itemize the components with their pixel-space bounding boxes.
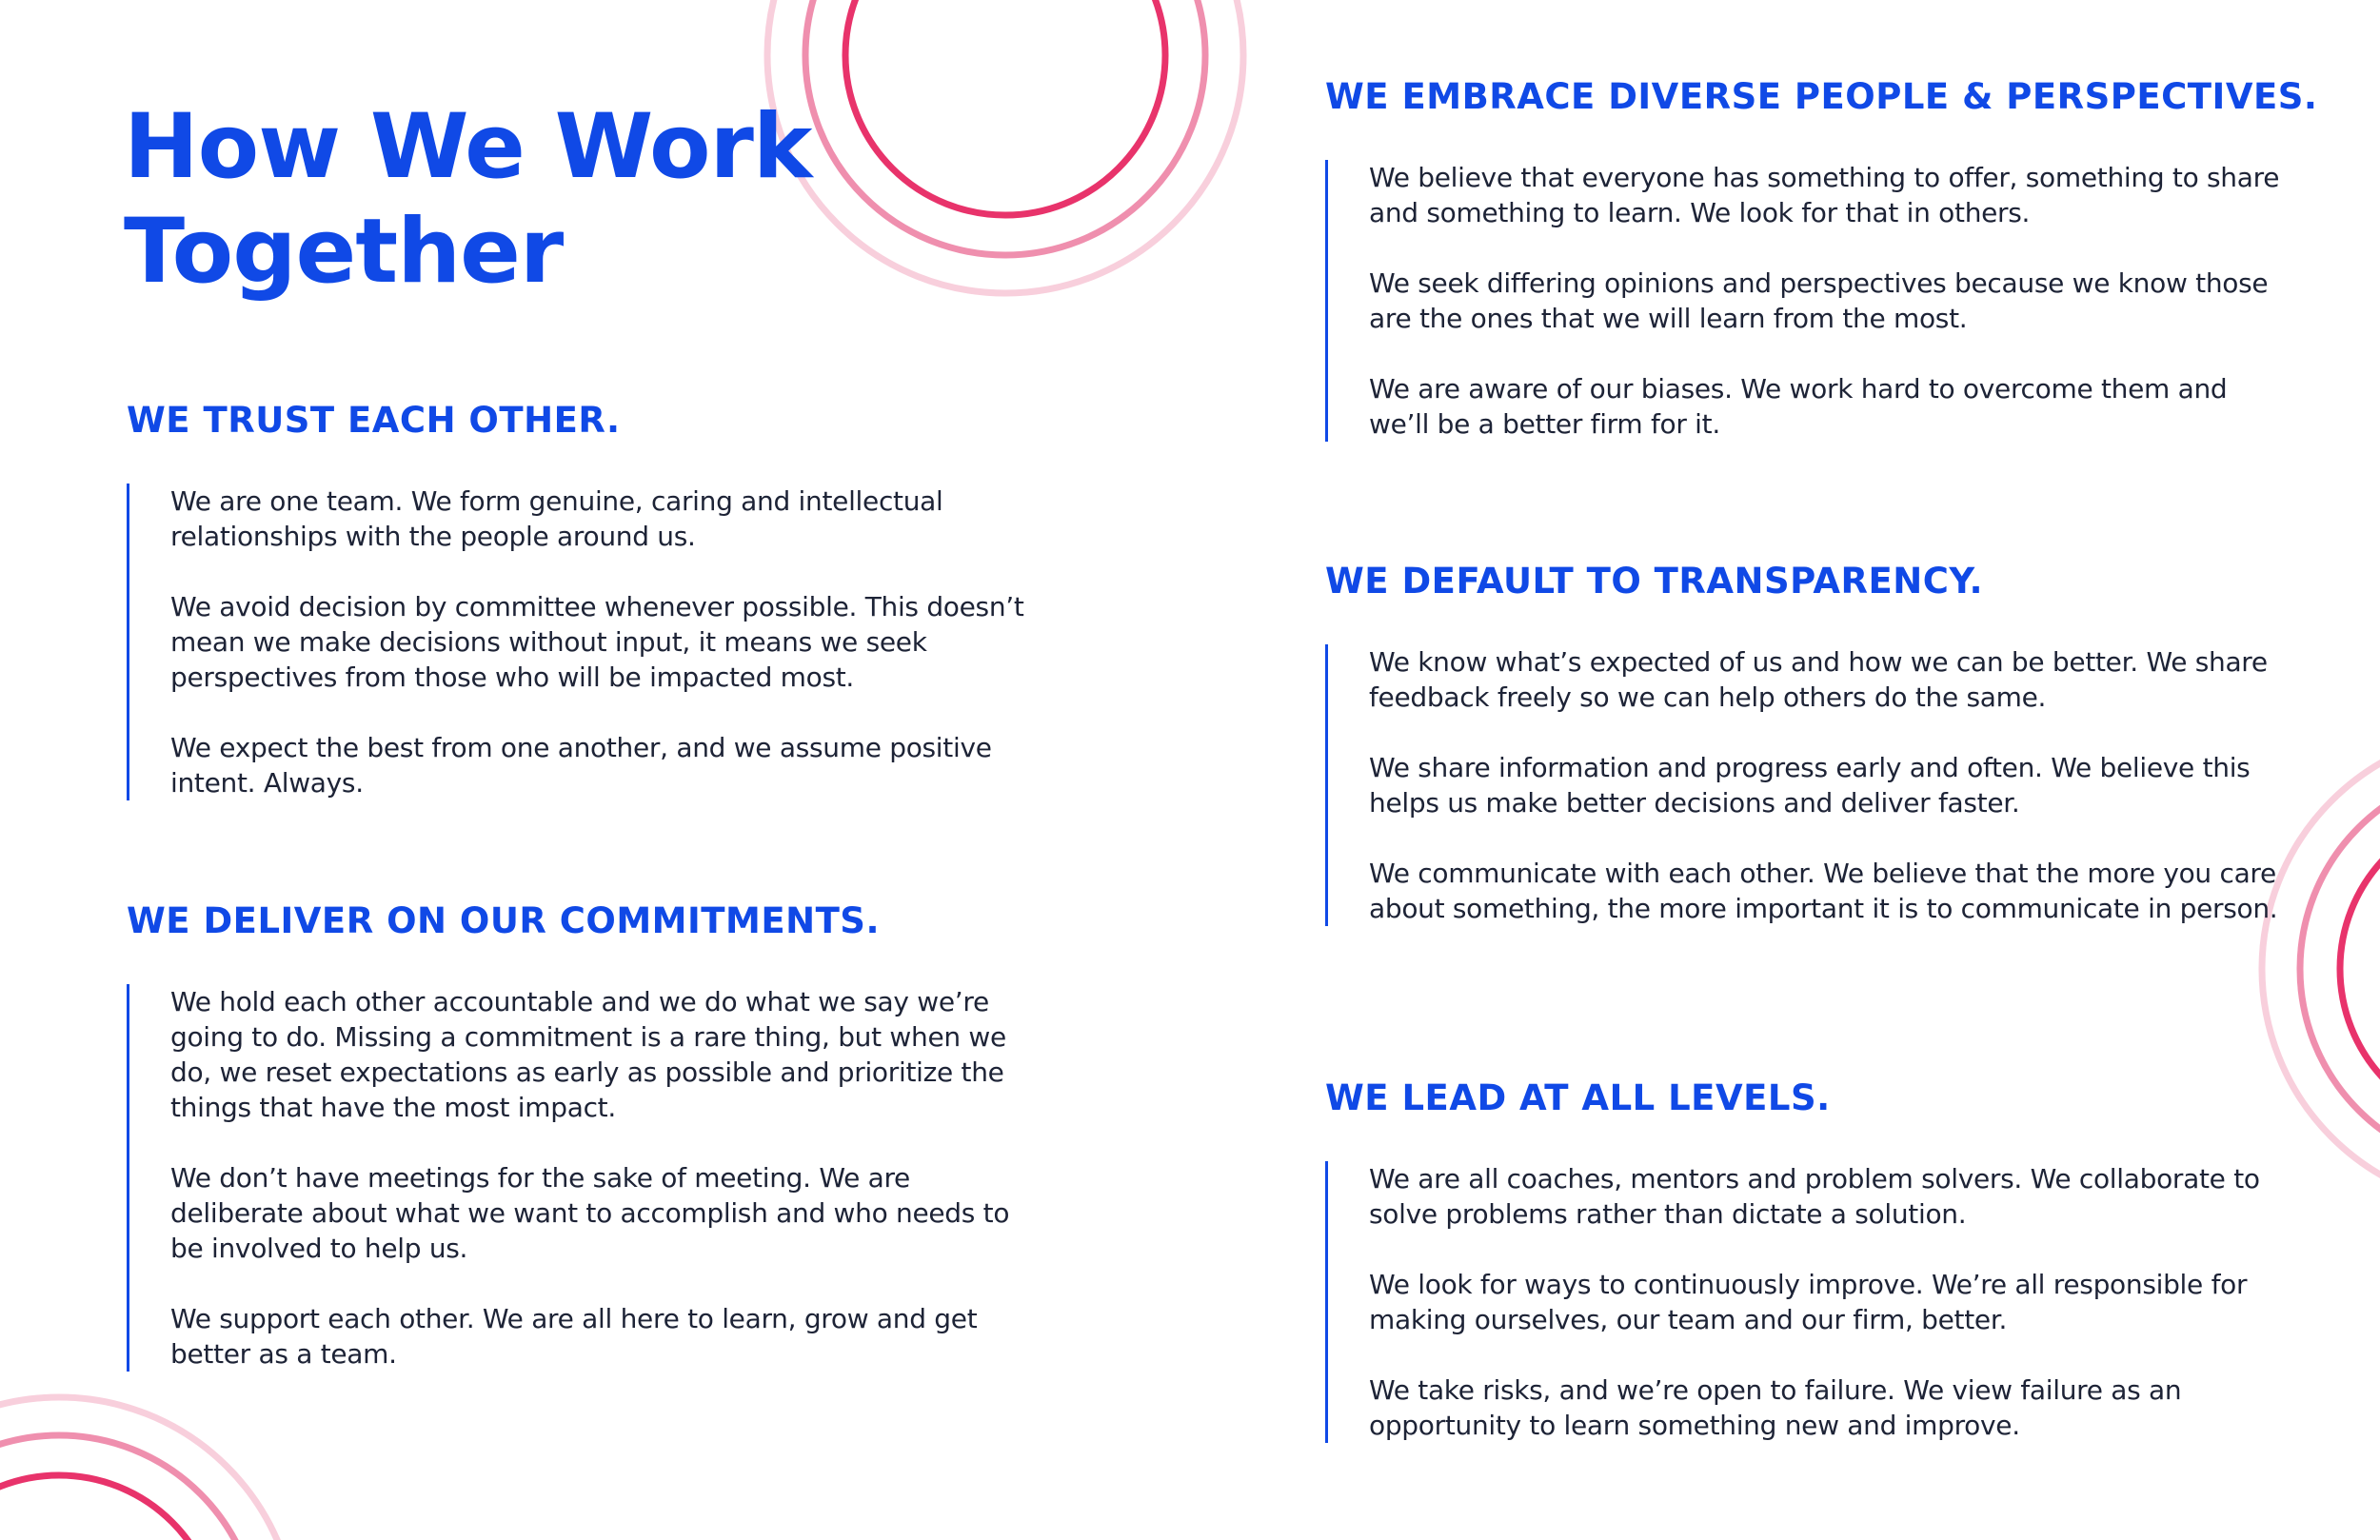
section-heading: WE TRUST EACH OTHER. <box>127 400 621 441</box>
paragraph: We avoid decision by committee whenever possible. This doesn’t mean we make decisions without input, it means we seek perspectives from those who will be impacted most. <box>170 591 1024 693</box>
paragraph: We support each other. We are all here to learn, grow and get better as a team. <box>170 1303 978 1370</box>
ring-middle <box>0 1435 259 1540</box>
page-title-line-1: How We Work <box>124 95 812 199</box>
section-deliver <box>127 900 1041 1372</box>
paragraph: We believe that everyone has something to offer, something to share and something to learn. We look for that in others. <box>1369 162 2280 228</box>
paragraph: We take risks, and we’re open to failure. We view failure as an opportunity to learn something new and improve. <box>1369 1374 2182 1441</box>
section-diverse <box>1325 76 2318 442</box>
ring-inner <box>2340 809 2380 1129</box>
section-heading: WE DEFAULT TO TRANSPARENCY. <box>1325 561 1984 602</box>
section-trust <box>127 400 1041 800</box>
section-body <box>127 984 1041 1372</box>
paragraph: We share information and progress early and often. We believe this helps us make better decisions and deliver faster. <box>1369 752 2251 819</box>
paragraph: We expect the best from one another, and we assume positive intent. Always. <box>170 732 992 799</box>
paragraph: We are all coaches, mentors and problem solvers. We collaborate to solve problems rather than dictate a solution. <box>1369 1163 2260 1230</box>
ring-outer <box>0 1397 297 1540</box>
page-title <box>124 95 811 305</box>
section-heading: WE EMBRACE DIVERSE PEOPLE & PERSPECTIVES. <box>1325 76 2318 117</box>
ring-inner <box>0 1475 219 1540</box>
section-heading: WE LEAD AT ALL LEVELS. <box>1325 1077 1831 1118</box>
paragraph: We are one team. We form genuine, caring and intellectual relationships with the people around us. <box>170 485 943 552</box>
paragraph: We are aware of our biases. We work hard to overcome them and we’ll be a better firm for it. <box>1369 373 2228 440</box>
page-title-line-2: Together <box>124 200 564 304</box>
section-lead <box>1325 1077 2291 1443</box>
paragraph: We look for ways to continuously improve. We’re all responsible for making ourselves, our team and our firm, better. <box>1369 1269 2248 1335</box>
top-rings <box>767 0 1243 293</box>
paragraph: We know what’s expected of us and how we can be better. We share feedback freely so we can help others do the same. <box>1369 646 2268 713</box>
bottom-left-rings <box>0 1397 297 1540</box>
section-body <box>1325 644 2291 926</box>
section-body <box>1325 160 2291 442</box>
paragraph: We communicate with each other. We believe that the more you care about something, the more important it is to communicate in person. <box>1369 858 2278 924</box>
paragraph: We hold each other accountable and we do what we say we’re going to do. Missing a commitment is a rare thing, but when we do, we reset expectations as early as possible and prioritize the things that have the most impact. <box>170 986 1006 1123</box>
ring-middle <box>805 0 1205 255</box>
ring-outer <box>767 0 1243 293</box>
section-body <box>127 484 1041 800</box>
ring-middle <box>2300 769 2380 1169</box>
paragraph: We don’t have meetings for the sake of meeting. We are deliberate about what we want to accomplish and who needs to be involved to help us. <box>170 1162 1010 1264</box>
ring-inner <box>845 0 1165 215</box>
section-body <box>1325 1161 2291 1443</box>
section-heading: WE DELIVER ON OUR COMMITMENTS. <box>127 900 881 941</box>
paragraph: We seek differing opinions and perspectives because we know those are the ones that we will learn from the most. <box>1369 267 2269 334</box>
section-transparency <box>1325 561 2291 926</box>
